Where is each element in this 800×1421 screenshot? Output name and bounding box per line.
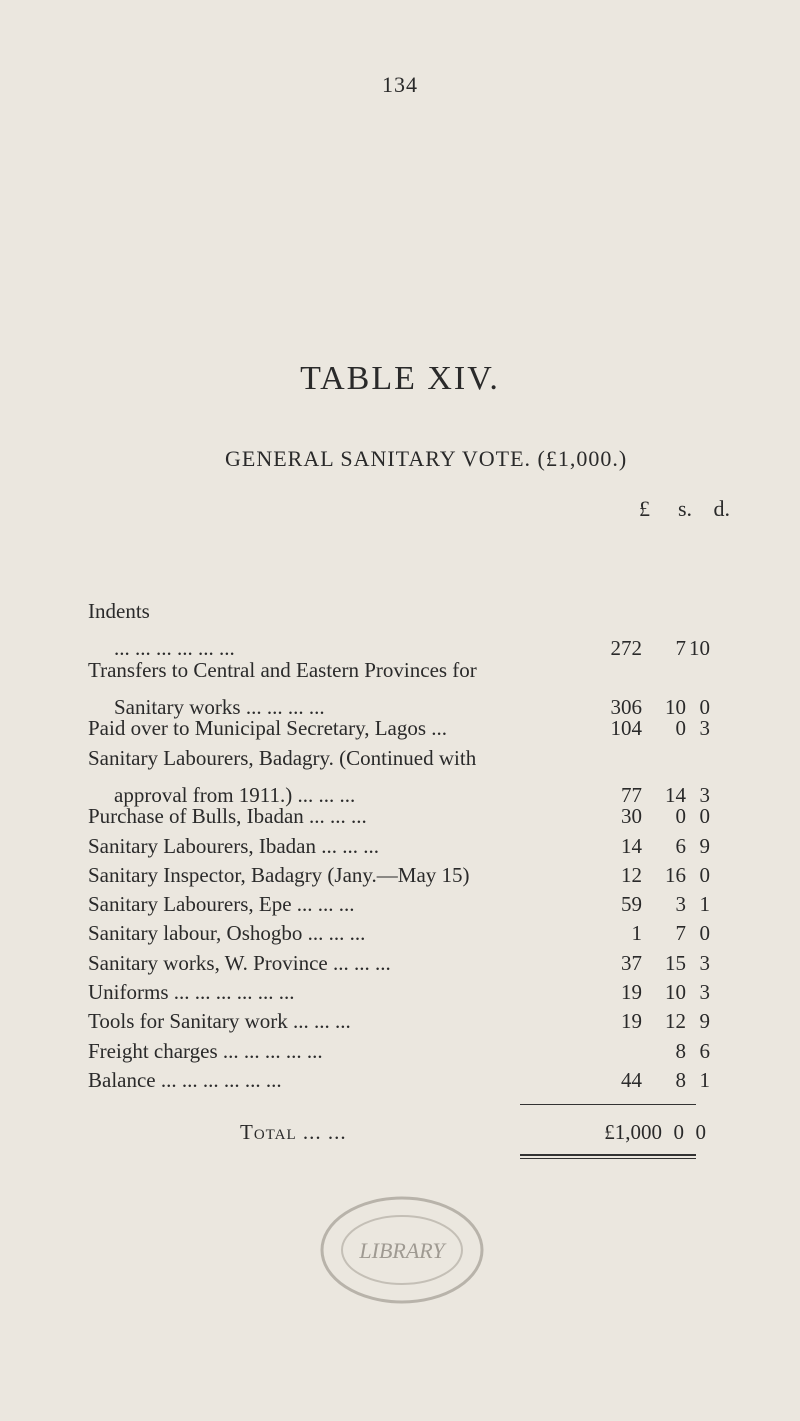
library-stamp (310, 1192, 490, 1317)
item-description: Sanitary works ... ... ... ... (114, 694, 325, 719)
item-pence: 1 (699, 892, 710, 917)
item-description: approval from 1911.) ... ... ... (114, 782, 356, 807)
item-pounds: 12 (621, 862, 642, 887)
item-pounds: 59 (621, 892, 642, 917)
item-shillings: 0 (675, 716, 686, 741)
item-description: Sanitary labour, Oshogbo ... ... ... (88, 921, 366, 946)
item-pence: 0 (699, 862, 710, 887)
item-shillings: 7 (675, 636, 686, 660)
item-shillings: 16 (665, 862, 686, 887)
stamp-text: LIBRARY (359, 1238, 445, 1263)
column-header-pence: d. (713, 496, 730, 521)
table-title: TABLE XIV. (300, 360, 500, 397)
total-top-rule (520, 1104, 696, 1105)
page-number: 134 (382, 72, 418, 97)
item-pounds: 104 (610, 716, 642, 741)
item-shillings: 3 (675, 892, 686, 917)
item-pence: 3 (699, 950, 710, 975)
item-description: Indents (88, 599, 150, 623)
item-shillings: 0 (675, 804, 686, 829)
item-shillings: 7 (675, 921, 686, 946)
item-description: Freight charges ... ... ... ... ... (88, 1038, 323, 1063)
item-pounds: 272 (610, 636, 642, 660)
item-description: Sanitary Labourers, Epe ... ... ... (88, 892, 355, 917)
item-description: Purchase of Bulls, Ibadan ... ... ... (88, 804, 367, 829)
total-double-rule-1 (520, 1154, 696, 1156)
item-description: Paid over to Municipal Secretary, Lagos ... (88, 716, 448, 741)
item-pounds: 30 (621, 804, 642, 829)
item-description: Sanitary Labourers, Badagry. (Continued with (88, 745, 477, 770)
item-pounds: 19 (621, 980, 642, 1005)
item-pence: 9 (699, 1009, 710, 1034)
item-shillings: 8 (675, 1038, 686, 1063)
library-stamp-icon (310, 1192, 490, 1312)
item-pence: 3 (699, 980, 710, 1005)
item-pence: 3 (699, 716, 710, 741)
total-label: Total ... ... (240, 1120, 347, 1144)
total-shillings: 0 (673, 1120, 684, 1144)
table-subtitle: GENERAL SANITARY VOTE. (£1,000.) (225, 446, 628, 471)
item-pounds: 19 (621, 1009, 642, 1034)
item-pence: 0 (699, 804, 710, 829)
total-double-rule-2 (520, 1158, 696, 1159)
item-pence: 0 (699, 921, 710, 946)
item-pence: 9 (699, 833, 710, 858)
item-description: Balance ... ... ... ... ... ... (88, 1068, 282, 1092)
item-description: Uniforms ... ... ... ... ... ... (88, 980, 295, 1005)
column-header-shillings: s. (677, 496, 692, 521)
item-shillings: 10 (665, 980, 686, 1005)
item-description: Sanitary Inspector, Badagry (Jany.—May 15) (88, 862, 470, 887)
item-description: Sanitary works, W. Province ... ... ... (88, 950, 391, 975)
total-pence: 0 (695, 1120, 706, 1144)
column-header-pounds: £ (639, 496, 650, 521)
item-shillings: 15 (665, 950, 686, 975)
item-shillings: 6 (675, 833, 686, 858)
item-pounds: 37 (621, 950, 642, 975)
item-pounds: 306 (610, 694, 642, 719)
item-pence: 3 (699, 782, 710, 807)
item-description: Tools for Sanitary work ... ... ... (88, 1009, 351, 1034)
item-pence: 6 (699, 1038, 710, 1063)
item-shillings: 12 (665, 1009, 686, 1034)
total-pounds: £1,000 (604, 1120, 662, 1144)
item-description: ... ... ... ... ... ... (114, 636, 235, 660)
item-pence: 0 (699, 694, 710, 719)
item-description: Sanitary Labourers, Ibadan ... ... ... (88, 833, 379, 858)
item-shillings: 10 (665, 694, 686, 719)
item-pence: 1 (699, 1068, 710, 1092)
item-pence: 10 (689, 636, 710, 660)
item-pounds: 77 (621, 782, 642, 807)
item-pounds: 14 (621, 833, 642, 858)
item-shillings: 8 (675, 1068, 686, 1092)
item-description: Transfers to Central and Eastern Provinces for (88, 657, 477, 682)
item-pounds: 44 (621, 1068, 642, 1092)
item-pounds: 1 (631, 921, 642, 946)
item-shillings: 14 (665, 782, 686, 807)
